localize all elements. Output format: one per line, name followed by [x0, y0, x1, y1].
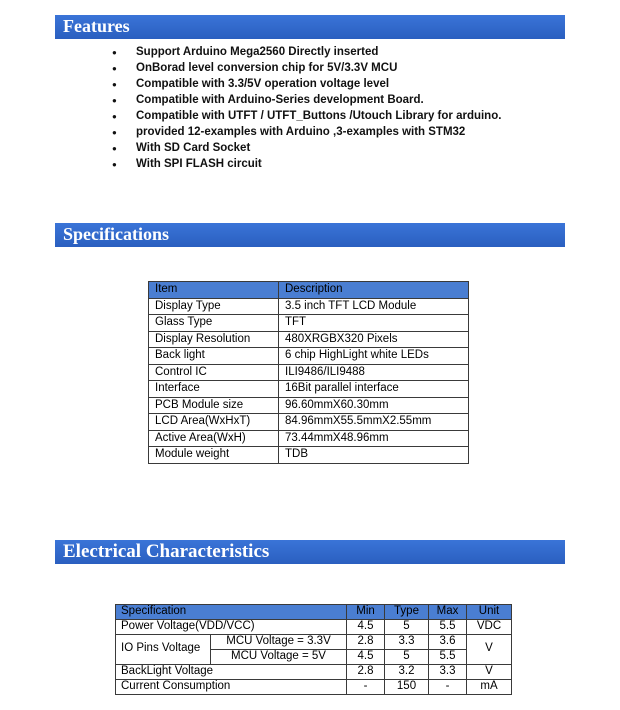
bullet-icon: ● [112, 160, 117, 169]
elec-max-cell: 3.3 [429, 664, 467, 679]
spec-desc-cell: 6 chip HighLight white LEDs [279, 348, 469, 365]
table-row [149, 364, 469, 381]
elec-type-cell: 3.3 [385, 634, 429, 649]
elec-max-cell: 5.5 [429, 649, 467, 664]
feature-item [112, 62, 620, 75]
feature-text: Compatible with 3.3/5V operation voltage level [136, 78, 390, 90]
elec-type-cell: 5 [385, 619, 429, 634]
table-row [116, 634, 512, 649]
elec-header-specification: Specification [116, 604, 347, 619]
spec-item-cell: Display Resolution [149, 331, 279, 348]
feature-text: provided 12-examples with Arduino ,3-examples with STM32 [136, 126, 466, 138]
table-row [149, 315, 469, 332]
features-section-header: Features [55, 15, 565, 39]
spec-desc-cell: TDB [279, 447, 469, 464]
spec-item-cell: Module weight [149, 447, 279, 464]
feature-text: Compatible with UTFT / UTFT_Buttons /Utouch Library for arduino. [136, 110, 502, 122]
elec-max-cell: 3.6 [429, 634, 467, 649]
spec-item-cell: Back light [149, 348, 279, 365]
elec-header-unit: Unit [467, 604, 512, 619]
feature-text: With SPI FLASH circuit [136, 158, 262, 170]
bullet-icon: ● [112, 64, 117, 73]
table-row [149, 381, 469, 398]
bullet-icon: ● [112, 48, 117, 57]
elec-unit-cell: V [467, 634, 512, 664]
elec-unit-cell: mA [467, 679, 512, 694]
elec-unit-cell: V [467, 664, 512, 679]
spec-item-cell: LCD Area(WxHxT) [149, 414, 279, 431]
table-row [149, 348, 469, 365]
specifications-section-header: Specifications [55, 223, 565, 247]
elec-min-cell: 2.8 [347, 664, 385, 679]
table-row [149, 298, 469, 315]
spec-desc-cell: 16Bit parallel interface [279, 381, 469, 398]
elec-max-cell: 5.5 [429, 619, 467, 634]
spec-header-item: Item [149, 282, 279, 299]
bullet-icon: ● [112, 96, 117, 105]
elec-subspec-cell: MCU Voltage = 3.3V [211, 634, 347, 649]
spec-table-header-row [149, 282, 469, 299]
elec-unit-cell: VDC [467, 619, 512, 634]
feature-item [112, 126, 620, 139]
elec-header-type: Type [385, 604, 429, 619]
elec-type-cell: 5 [385, 649, 429, 664]
table-row [116, 619, 512, 634]
spec-desc-cell: TFT [279, 315, 469, 332]
spec-desc-cell: 96.60mmX60.30mm [279, 397, 469, 414]
spec-item-cell: Interface [149, 381, 279, 398]
elec-header-max: Max [429, 604, 467, 619]
spec-desc-cell: 480XRGBX320 Pixels [279, 331, 469, 348]
spec-desc-cell: 84.96mmX55.5mmX2.55mm [279, 414, 469, 431]
bullet-icon: ● [112, 128, 117, 137]
datasheet-page [0, 15, 620, 710]
elec-table-header-row [116, 604, 512, 619]
elec-max-cell: - [429, 679, 467, 694]
feature-text: With SD Card Socket [136, 142, 251, 154]
bullet-icon: ● [112, 80, 117, 89]
elec-min-cell: 2.8 [347, 634, 385, 649]
feature-item [112, 158, 620, 171]
specifications-table [148, 281, 469, 464]
feature-item [112, 142, 620, 155]
elec-header-min: Min [347, 604, 385, 619]
spec-item-cell: Active Area(WxH) [149, 430, 279, 447]
spec-item-cell: Glass Type [149, 315, 279, 332]
elec-spec-cell: Current Consumption [116, 679, 347, 694]
features-list [112, 46, 620, 171]
spec-desc-cell: ILI9486/ILI9488 [279, 364, 469, 381]
feature-item [112, 110, 620, 123]
elec-subspec-cell: MCU Voltage = 5V [211, 649, 347, 664]
table-row [149, 397, 469, 414]
table-row [149, 331, 469, 348]
elec-spec-group-cell: IO Pins Voltage [116, 634, 211, 664]
spec-item-cell: Display Type [149, 298, 279, 315]
table-row [149, 430, 469, 447]
table-row [149, 447, 469, 464]
elec-min-cell: 4.5 [347, 649, 385, 664]
table-row [149, 414, 469, 431]
elec-type-cell: 3.2 [385, 664, 429, 679]
elec-type-cell: 150 [385, 679, 429, 694]
feature-item [112, 78, 620, 91]
elec-min-cell: 4.5 [347, 619, 385, 634]
spec-desc-cell: 73.44mmX48.96mm [279, 430, 469, 447]
feature-text: Compatible with Arduino-Series development Board. [136, 94, 424, 106]
feature-text: OnBorad level conversion chip for 5V/3.3V MCU [136, 62, 398, 74]
spec-item-cell: Control IC [149, 364, 279, 381]
bullet-icon: ● [112, 112, 117, 121]
bullet-icon: ● [112, 144, 117, 153]
table-row [116, 679, 512, 694]
elec-spec-cell: Power Voltage(VDD/VCC) [116, 619, 347, 634]
feature-item [112, 46, 620, 59]
feature-item [112, 94, 620, 107]
spec-desc-cell: 3.5 inch TFT LCD Module [279, 298, 469, 315]
spec-header-description: Description [279, 282, 469, 299]
electrical-section-header: Electrical Characteristics [55, 540, 565, 564]
feature-text: Support Arduino Mega2560 Directly inserted [136, 46, 379, 58]
spec-item-cell: PCB Module size [149, 397, 279, 414]
table-row [116, 664, 512, 679]
elec-min-cell: - [347, 679, 385, 694]
elec-spec-cell: BackLight Voltage [116, 664, 347, 679]
electrical-table [115, 604, 512, 695]
